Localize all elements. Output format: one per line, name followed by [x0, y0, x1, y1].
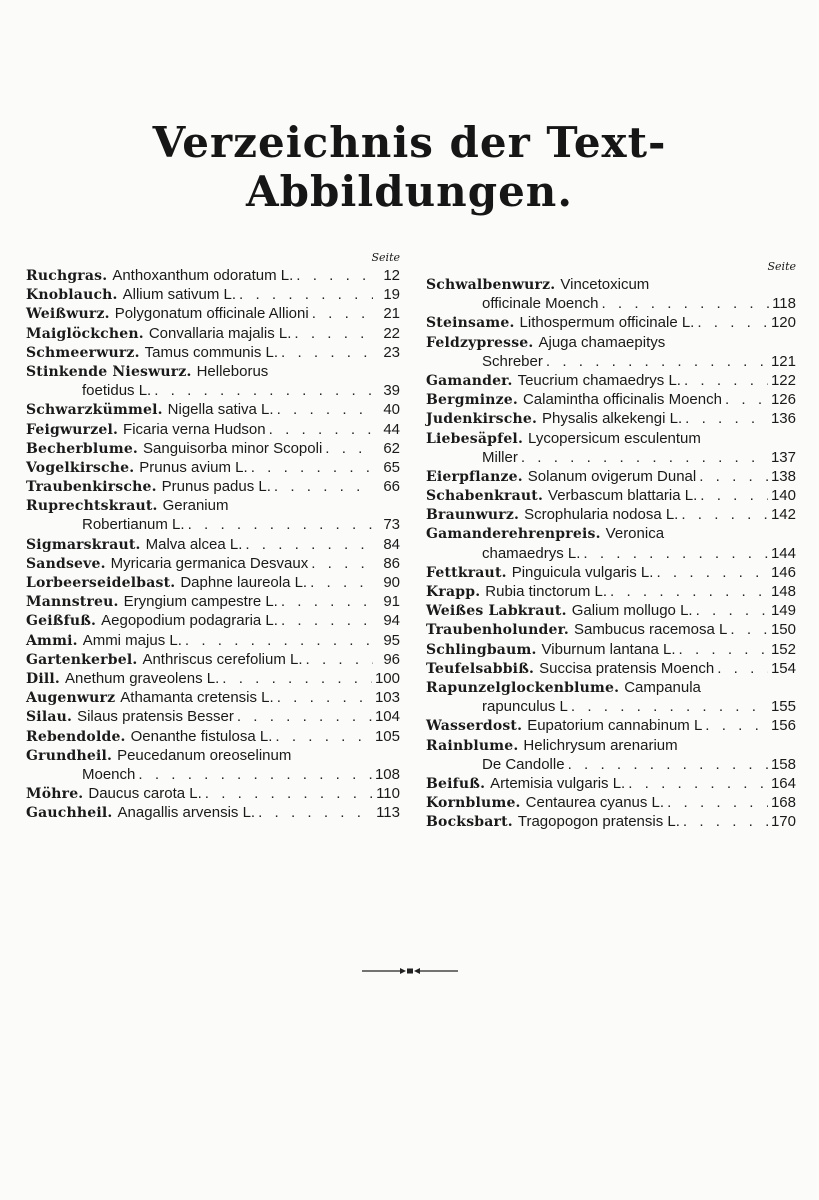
latin-name: Tragopogon pratensis L.	[517, 813, 680, 831]
latin-name: Succisa pratensis Moench	[539, 659, 715, 677]
leader-dots	[281, 592, 373, 611]
latin-name: Centaurea cyanus L.	[525, 794, 665, 812]
leader-dots	[138, 765, 372, 784]
german-name: Rebendolde.	[26, 728, 126, 745]
index-entry	[26, 688, 400, 707]
latin-name: Ficaria verna Hudson	[123, 420, 266, 438]
index-entry	[426, 812, 796, 831]
leader-dots	[717, 659, 768, 678]
leader-dots	[667, 793, 768, 812]
latin-name: Calamintha officinalis Moench	[522, 391, 722, 409]
leader-dots	[730, 620, 768, 639]
latin-name-continued: officinale Moench	[482, 295, 599, 313]
page-number: 44	[383, 420, 400, 438]
page-title: Verzeichnis der Text-Abbildungen.	[152, 118, 667, 216]
index-entry	[26, 784, 400, 803]
page-number: 40	[383, 401, 400, 419]
page-number: 66	[383, 478, 400, 496]
leader-dots	[699, 467, 768, 486]
leader-dots	[310, 573, 373, 592]
latin-name: Convallaria majalis L.	[148, 324, 292, 342]
page-number: 136	[770, 410, 796, 428]
index-entry	[426, 333, 796, 371]
leader-dots	[683, 812, 768, 831]
index-entry	[26, 573, 400, 592]
latin-name: Solanum ovigerum Dunal	[527, 467, 697, 485]
german-name: Teufelsabbiß.	[426, 660, 535, 677]
index-entry	[426, 582, 796, 601]
page-number: 126	[770, 391, 796, 409]
page-number: 86	[383, 554, 400, 572]
leader-dots	[583, 544, 768, 563]
leader-dots	[325, 439, 373, 458]
index-entry	[426, 505, 796, 524]
german-name: Kornblume.	[426, 795, 521, 812]
german-name: Braunwurz.	[426, 507, 520, 524]
leader-dots	[269, 420, 373, 439]
page-number: 154	[770, 659, 796, 677]
german-name: Weißes Labkraut.	[426, 603, 567, 620]
index-entry	[426, 659, 796, 678]
leader-dots	[275, 727, 372, 746]
german-name: Stinkende Nieswurz.	[26, 363, 192, 380]
index-entry	[26, 266, 400, 285]
page-number: 104	[374, 708, 400, 726]
leader-dots	[306, 650, 373, 669]
latin-name: Prunus padus L.	[161, 478, 271, 496]
latin-name: Rubia tinctorum L.	[485, 583, 608, 600]
leader-dots	[681, 505, 768, 524]
latin-name: Helleborus	[196, 362, 269, 380]
page-number: 150	[770, 621, 796, 639]
ornamental-divider	[0, 962, 819, 981]
latin-name: Viburnum lantana L.	[541, 640, 676, 658]
latin-name: Eupatorium cannabinum L	[527, 717, 703, 735]
page-number: 22	[383, 324, 400, 342]
latin-name: Campanula	[624, 678, 701, 696]
leader-dots	[725, 390, 768, 409]
german-name: Lorbeerseidelbast.	[26, 575, 176, 591]
german-name: Traubenholunder.	[426, 622, 569, 639]
leader-dots	[700, 486, 768, 505]
leader-dots	[188, 515, 373, 534]
index-entry	[26, 631, 400, 650]
seite-label-left: Seite	[371, 251, 400, 264]
leader-dots	[239, 285, 373, 304]
leader-dots	[312, 304, 373, 323]
index-entry	[26, 362, 400, 400]
german-name: Möhre.	[26, 786, 84, 803]
latin-name: Myricaria germanica Desvaux	[110, 554, 309, 572]
german-name: Bergminze.	[426, 392, 518, 409]
latin-name: Lithospermum officinale L.	[519, 314, 695, 332]
index-entry	[426, 467, 796, 486]
latin-name-continued: Schreber	[482, 352, 543, 370]
page-number: 108	[374, 765, 400, 783]
latin-name-continued: chamaedrys L.	[482, 544, 581, 562]
leader-dots	[601, 294, 769, 313]
leader-dots	[245, 535, 373, 554]
leader-dots	[296, 266, 373, 285]
page-number: 39	[383, 382, 400, 400]
leader-dots	[685, 409, 768, 428]
index-entry	[426, 371, 796, 390]
leader-dots	[277, 400, 373, 419]
leader-dots	[568, 755, 768, 774]
latin-name: Pinguicula vulgaris L.	[511, 563, 654, 581]
german-name: Gartenkerbel.	[26, 651, 138, 668]
page-number: 144	[770, 544, 796, 562]
latin-name: Aegopodium podagraria L.	[101, 612, 278, 630]
leader-dots	[251, 458, 373, 477]
latin-name: Anthoxanthum odoratum L.	[112, 267, 294, 284]
german-name: Silau.	[26, 709, 73, 726]
index-entry	[426, 486, 796, 505]
leader-dots	[696, 601, 768, 620]
latin-name: Peucedanum oreoselinum	[117, 746, 292, 764]
german-name: Dill.	[26, 670, 60, 687]
index-entry	[26, 650, 400, 669]
latin-name: Tamus communis L.	[144, 343, 279, 361]
leader-dots	[294, 324, 373, 343]
page-number: 73	[383, 516, 400, 534]
german-name: Vogelkirsche.	[26, 459, 135, 476]
page-number: 122	[770, 371, 796, 389]
latin-name: Allium sativum L.	[122, 286, 236, 304]
leader-dots	[154, 381, 373, 400]
latin-name: Ajuga chamaepitys	[538, 333, 666, 351]
latin-name: Teucrium chamaedrys L.	[517, 371, 681, 389]
page-number: 110	[376, 785, 400, 803]
index-entry	[426, 563, 796, 582]
german-name: Knoblauch.	[26, 287, 118, 304]
german-name: Schwalbenwurz.	[426, 277, 556, 293]
leader-dots	[274, 477, 373, 496]
german-name: Gamander.	[426, 372, 513, 389]
page-number: 65	[383, 458, 400, 476]
page-number: 23	[383, 343, 400, 361]
latin-name: Daphne laureola L.	[180, 574, 308, 591]
leader-dots	[311, 554, 373, 573]
index-entry	[26, 285, 400, 304]
latin-name: Scrophularia nodosa L.	[524, 506, 679, 524]
index-entry	[426, 524, 796, 562]
german-name: Bocksbart.	[426, 814, 513, 831]
index-entry	[26, 803, 400, 822]
latin-name: Nigella sativa L.	[167, 401, 274, 419]
page-number: 142	[770, 506, 796, 524]
page-number: 170	[770, 813, 796, 831]
page-number: 137	[770, 448, 796, 466]
page-number: 156	[770, 717, 796, 735]
german-name: Mannstreu.	[26, 594, 119, 611]
page-number: 120	[770, 314, 796, 332]
german-name: Eierpflanze.	[426, 468, 523, 485]
leader-dots	[571, 697, 768, 716]
page-number: 96	[383, 650, 400, 668]
index-entry	[26, 458, 400, 477]
divider-ornament-icon	[360, 965, 460, 977]
page-number: 164	[770, 774, 796, 792]
page-number: 146	[770, 563, 796, 581]
index-entry	[426, 716, 796, 735]
page-number: 149	[770, 602, 796, 620]
german-name: Maiglöckchen.	[26, 325, 144, 342]
index-entry	[26, 535, 400, 554]
index-entry	[426, 390, 796, 409]
german-name: Krapp.	[426, 584, 481, 600]
index-entry	[26, 324, 400, 343]
latin-name: Anethum graveolens L.	[64, 669, 220, 687]
leader-dots	[705, 716, 768, 735]
german-name: Weißwurz.	[26, 306, 110, 323]
leader-dots	[205, 784, 373, 803]
page-number: 95	[383, 631, 400, 649]
latin-name: Sambucus racemosa L	[573, 621, 728, 639]
page-number: 148	[770, 583, 796, 600]
latin-name-continued: foetidus L.	[82, 382, 152, 400]
latin-name: Physalis alkekengi L.	[542, 410, 683, 428]
entry-list-left	[26, 266, 400, 822]
index-entry	[26, 304, 400, 323]
index-column-left	[26, 252, 400, 822]
german-name: Steinsame.	[426, 315, 515, 332]
german-name: Schmeerwurz.	[26, 344, 140, 361]
german-name: Fettkraut.	[426, 564, 507, 581]
latin-name: Malva alcea L.	[145, 535, 243, 553]
latin-name: Veronica	[605, 525, 665, 543]
latin-name: Vincetoxicum	[560, 276, 650, 293]
page-number: 91	[383, 593, 400, 611]
page-number: 84	[383, 535, 400, 553]
index-entry	[26, 592, 400, 611]
page-number: 103	[374, 689, 400, 707]
german-name: Traubenkirsche.	[26, 479, 157, 496]
index-entry	[26, 496, 400, 534]
index-entry	[426, 678, 796, 716]
page-number: 21	[383, 305, 400, 323]
latin-name: Artemisia vulgaris L.	[490, 774, 626, 792]
index-entry	[26, 669, 400, 688]
latin-name: Polygonatum officinale Allioni	[114, 305, 309, 323]
german-name: Augenwurz	[26, 690, 116, 707]
index-entry	[426, 620, 796, 639]
german-name: Sigmarskraut.	[26, 536, 141, 553]
leader-dots	[679, 640, 768, 659]
page-number: 19	[383, 286, 400, 304]
german-name: Liebesäpfel.	[426, 430, 524, 447]
page-number: 168	[770, 794, 796, 812]
entry-list-right	[426, 275, 796, 831]
latin-name-continued: Robertianum L.	[82, 516, 185, 534]
leader-dots	[281, 611, 373, 630]
german-name: Rapunzelglockenblume.	[426, 679, 620, 696]
index-entry	[426, 774, 796, 793]
latin-name: Eryngium campestre L.	[123, 593, 278, 611]
latin-name: Geranium	[162, 497, 229, 515]
latin-name: Athamanta cretensis L.	[120, 689, 274, 707]
german-name: Becherblume.	[26, 440, 139, 457]
latin-name: Anagallis arvensis L.	[117, 804, 256, 822]
index-entry	[426, 313, 796, 332]
german-name: Sandseve.	[26, 555, 106, 572]
german-name: Schlingbaum.	[426, 641, 537, 658]
page-number: 105	[374, 727, 400, 745]
index-entry	[26, 343, 400, 362]
leader-dots	[521, 448, 768, 467]
page-number: 113	[376, 804, 400, 822]
leader-dots	[258, 803, 373, 822]
latin-name: Sanguisorba minor Scopoli	[143, 439, 323, 457]
latin-name: Verbascum blattaria L.	[548, 487, 698, 505]
leader-dots	[222, 669, 372, 688]
latin-name: Anthriscus cerefolium L.	[142, 650, 303, 668]
leader-dots	[610, 582, 768, 601]
index-entry	[26, 400, 400, 419]
latin-name: Galium mollugo L.	[571, 602, 693, 620]
latin-name: Helichrysum arenarium	[523, 736, 678, 754]
index-entry	[426, 601, 796, 620]
index-entry	[26, 420, 400, 439]
page-number: 100	[374, 669, 400, 687]
page-number: 152	[770, 640, 796, 658]
index-entry	[426, 736, 796, 774]
page-number: 158	[770, 755, 796, 773]
german-name: Gamanderehrenpreis.	[426, 526, 601, 543]
leader-dots	[656, 563, 768, 582]
index-entry	[426, 793, 796, 812]
german-name: Beifuß.	[426, 775, 486, 792]
index-entry	[26, 554, 400, 573]
leader-dots	[546, 352, 768, 371]
index-entry	[426, 275, 796, 313]
german-name: Feigwurzel.	[26, 421, 119, 438]
seite-label-right: Seite	[767, 260, 796, 273]
german-name: Gauchheil.	[26, 805, 113, 822]
page-number: 12	[383, 267, 400, 284]
index-entry	[26, 439, 400, 458]
latin-name: Ammi majus L.	[82, 631, 182, 649]
german-name: Ammi.	[26, 632, 78, 649]
latin-name: Daucus carota L.	[88, 785, 202, 803]
leader-dots	[697, 313, 768, 332]
index-entry	[426, 429, 796, 467]
german-name: Rainblume.	[426, 737, 519, 754]
latin-name: Oenanthe fistulosa L.	[130, 727, 273, 745]
german-name: Ruchgras.	[26, 268, 108, 284]
index-entry	[26, 611, 400, 630]
leader-dots	[628, 774, 768, 793]
leader-dots	[237, 707, 372, 726]
latin-name-continued: Moench	[82, 765, 136, 783]
index-column-right	[426, 261, 796, 831]
index-entry	[26, 746, 400, 784]
german-name: Ruprechtskraut.	[26, 498, 158, 515]
page-number: 155	[770, 698, 796, 716]
german-name: Schabenkraut.	[426, 488, 544, 505]
german-name: Judenkirsche.	[426, 411, 538, 428]
latin-name: Lycopersicum esculentum	[528, 429, 701, 447]
index-entry	[26, 727, 400, 746]
german-name: Grundheil.	[26, 747, 113, 764]
leader-dots	[684, 371, 768, 390]
page-number: 121	[770, 352, 796, 370]
german-name: Wasserdost.	[426, 718, 523, 735]
latin-name: Prunus avium L.	[139, 458, 248, 476]
page-number: 138	[770, 467, 796, 485]
leader-dots	[281, 343, 373, 362]
german-name: Schwarzkümmel.	[26, 402, 163, 419]
page-number: 118	[772, 295, 796, 313]
index-entry	[426, 640, 796, 659]
german-name: Feldzypresse.	[426, 334, 534, 351]
page-number: 90	[383, 574, 400, 591]
index-entry	[426, 409, 796, 428]
latin-name: Silaus pratensis Besser	[77, 708, 234, 726]
page-number: 140	[770, 487, 796, 505]
leader-dots	[277, 688, 372, 707]
german-name: Geißfuß.	[26, 613, 97, 630]
index-entry	[26, 707, 400, 726]
latin-name-continued: Miller	[482, 448, 518, 466]
latin-name-continued: rapunculus L	[482, 698, 568, 716]
page-number: 94	[383, 612, 400, 630]
latin-name-continued: De Candolle	[482, 755, 565, 773]
page-number: 62	[383, 439, 400, 457]
leader-dots	[185, 631, 373, 650]
index-entry	[26, 477, 400, 496]
